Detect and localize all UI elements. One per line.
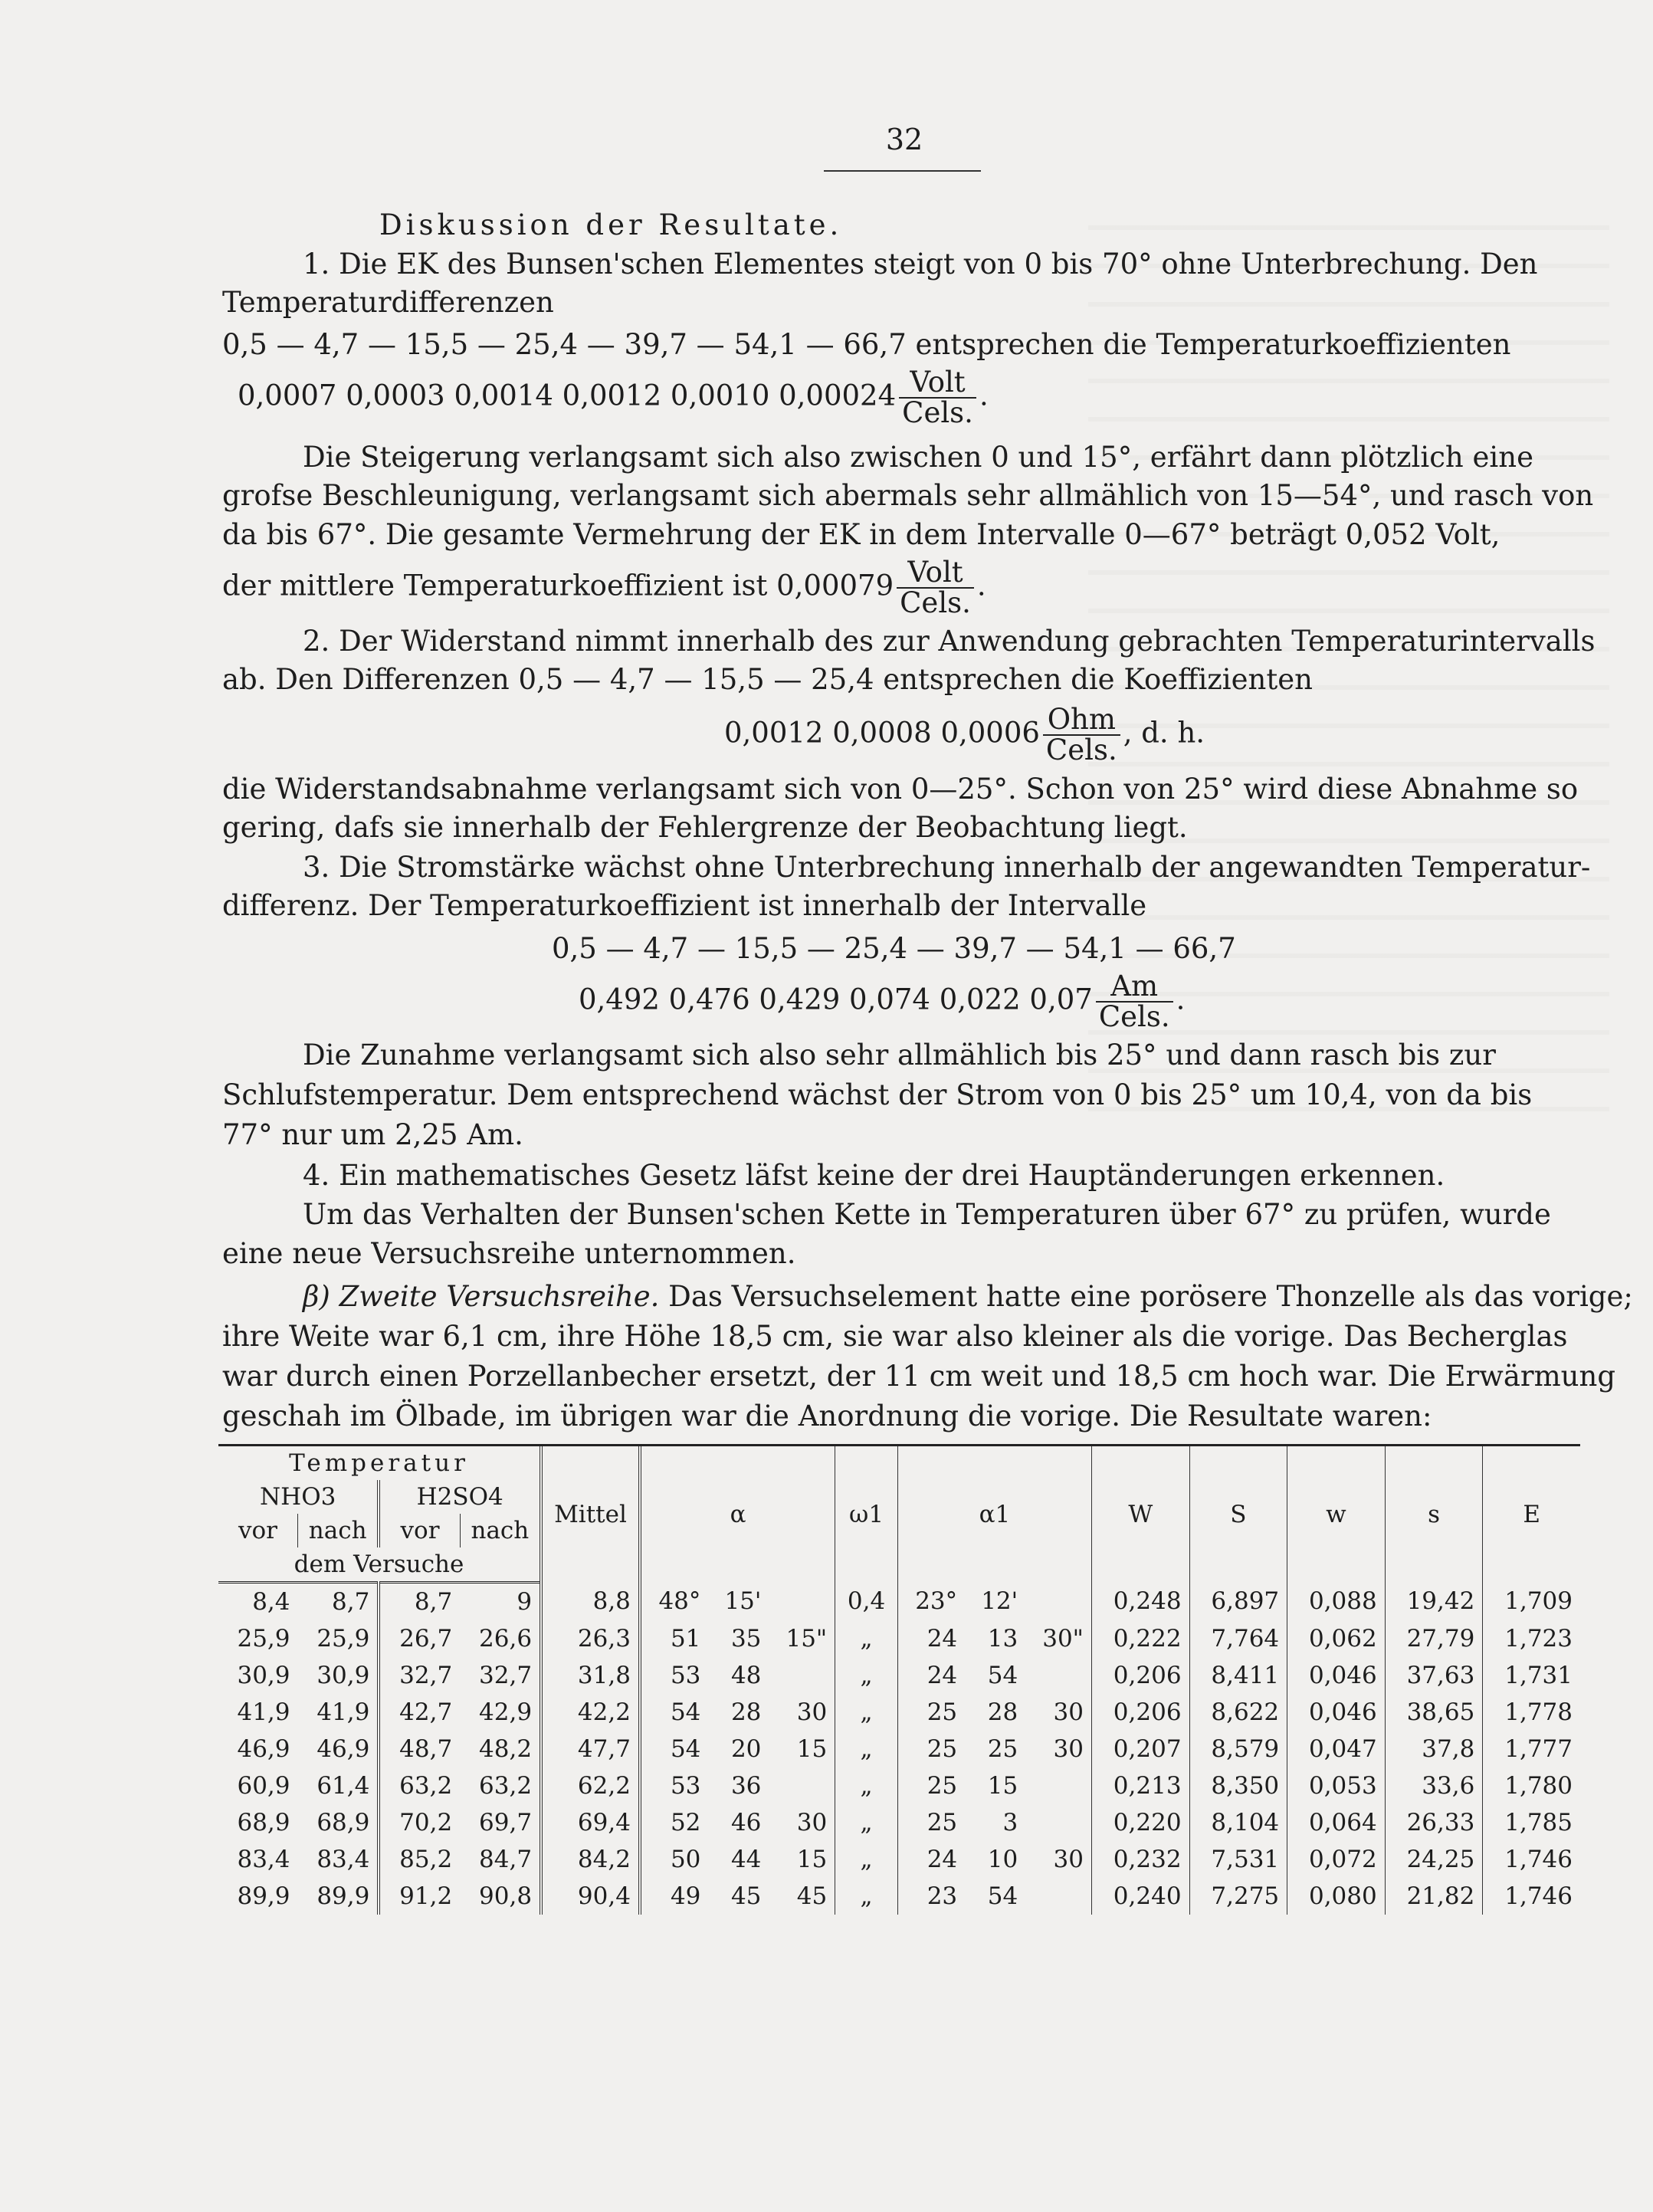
table-cell: 26,3 <box>541 1620 640 1657</box>
header-E: E <box>1483 1446 1580 1583</box>
table-cell: 61,4 <box>316 1772 370 1800</box>
table-cell: 6,897 <box>1189 1583 1287 1621</box>
para1-line3: 0,5 — 4,7 — 15,5 — 25,4 — 39,7 — 54,1 — 66,7 entsprechen die Temperaturkoeffizienten <box>222 328 1511 361</box>
table-cell: 48 <box>730 1662 762 1689</box>
table-cell: 0,064 <box>1287 1804 1386 1841</box>
para6-line4: geschah im Ölbade, im übrigen war die Anordnung die vorige. Die Resultate waren: <box>222 1400 1432 1433</box>
table-cell: 0,248 <box>1091 1583 1189 1621</box>
table-cell: 20 <box>730 1735 762 1763</box>
header-mittel: Mittel <box>541 1446 640 1583</box>
table-cell: 1,731 <box>1483 1657 1580 1694</box>
table-cell: 0,213 <box>1091 1767 1189 1804</box>
table-cell: 28 <box>987 1698 1018 1726</box>
table-cell: 3 <box>1002 1809 1018 1836</box>
header-S: S <box>1189 1446 1287 1583</box>
table-cell: 23 <box>897 1878 965 1915</box>
table-cell: 1,723 <box>1483 1620 1580 1657</box>
table-cell <box>1025 1583 1091 1621</box>
table-cell: „ <box>835 1767 898 1804</box>
table-cell: 83,4 <box>316 1846 370 1873</box>
table-cell: 15 <box>987 1772 1018 1800</box>
table-row <box>218 1804 1580 1841</box>
para3-line5: gering, dafs sie innerhalb der Fehlergrenze der Beobachtung liegt. <box>222 811 1188 844</box>
table-cell: 9 <box>517 1588 533 1616</box>
unit-fraction: $\frac{\text{Ohm}}{\text{Cels.}}$ <box>1043 705 1120 765</box>
table-cell: 48,2 <box>479 1735 533 1763</box>
table-cell: 51 <box>640 1620 708 1657</box>
table-cell: 42,2 <box>541 1694 640 1731</box>
table-cell: 0,047 <box>1287 1731 1386 1767</box>
para1-line2: Temperaturdifferenzen <box>222 286 554 319</box>
para4-line7: 77° nur um 2,25 Am. <box>222 1118 523 1151</box>
table-cell: „ <box>835 1694 898 1731</box>
table-cell: 30 <box>1053 1846 1084 1873</box>
table-cell: 15 <box>796 1735 828 1763</box>
table-cell: 0,240 <box>1091 1878 1189 1915</box>
table-cell: 15' <box>724 1587 762 1616</box>
table-cell: 60,9 <box>237 1772 290 1800</box>
table-cell: 54 <box>987 1662 1018 1689</box>
para3-line2: ab. Den Differenzen 0,5 — 4,7 — 15,5 — 25,4 entsprechen die Koeffizienten <box>222 663 1313 696</box>
table-cell: 45 <box>796 1882 828 1910</box>
table-cell: 8,104 <box>1189 1804 1287 1841</box>
table-cell: 32,7 <box>479 1662 533 1689</box>
table-cell: 90,4 <box>541 1878 640 1915</box>
table-cell: 12' <box>981 1587 1018 1616</box>
table-cell: 31,8 <box>541 1657 640 1694</box>
table-cell: 8,8 <box>541 1583 640 1621</box>
table-cell: 83,4 <box>237 1846 290 1873</box>
header-alpha1: α1 <box>897 1446 1091 1583</box>
para6-line2: ihre Weite war 6,1 cm, ihre Höhe 18,5 cm, sie war also kleiner als die vorige. Das Becherglas <box>222 1320 1568 1353</box>
table-row <box>218 1620 1580 1657</box>
para3-line1: 2. Der Widerstand nimmt innerhalb des zur Anwendung gebrachten Temperaturintervalls <box>303 625 1596 658</box>
table-row <box>218 1767 1580 1804</box>
table-cell: 0,206 <box>1091 1694 1189 1731</box>
table-row <box>218 1583 1580 1621</box>
table-cell: 24 <box>897 1620 965 1657</box>
table-cell: 30,9 <box>316 1662 370 1689</box>
header-W: W <box>1091 1446 1189 1583</box>
table-cell: „ <box>835 1731 898 1767</box>
table-cell: 1,778 <box>1483 1694 1580 1731</box>
table-cell: „ <box>835 1657 898 1694</box>
table-cell <box>769 1583 835 1621</box>
table-cell: 1,780 <box>1483 1767 1580 1804</box>
para5-line2: Um das Verhalten der Bunsen'schen Kette in Temperaturen über 67° zu prüfen, wurde <box>303 1198 1551 1231</box>
unit-fraction: $\frac{\text{Volt}}{\text{Cels.}}$ <box>899 368 976 428</box>
table-cell: 30,9 <box>237 1662 290 1689</box>
table-cell: 10 <box>987 1846 1018 1873</box>
table-cell: „ <box>835 1878 898 1915</box>
table-cell: 54 <box>987 1882 1018 1910</box>
table-cell: 42,7 <box>379 1694 460 1731</box>
para1-line4: 0,0007 0,0003 0,0014 0,0012 0,0010 0,00024 $\frac{\text{Volt}}{\text{Cels.}}$ . <box>238 366 989 429</box>
table-cell: 1,785 <box>1483 1804 1580 1841</box>
table-cell: 52 <box>640 1804 708 1841</box>
table-cell: 68,9 <box>316 1809 370 1836</box>
table-cell: 49 <box>640 1878 708 1915</box>
table-cell: 1,777 <box>1483 1731 1580 1767</box>
header-temperatur: Temperatur <box>289 1449 469 1477</box>
table-cell: 28 <box>730 1698 762 1726</box>
table-cell: 30 <box>796 1698 828 1726</box>
table-cell: 8,350 <box>1189 1767 1287 1804</box>
table-cell: 33,6 <box>1385 1767 1483 1804</box>
table-cell: 47,7 <box>541 1731 640 1767</box>
series-label: β) Zweite Versuchsreihe. <box>303 1280 660 1313</box>
para4-line5: Die Zunahme verlangsamt sich also sehr allmählich bis 25° und dann rasch bis zur <box>303 1039 1496 1072</box>
unit-fraction: $\frac{Am}{\text{Cels.}}$ <box>1096 972 1173 1032</box>
para2-line3: da bis 67°. Die gesamte Vermehrung der EK in dem Intervalle 0—67° beträgt 0,052 Volt, <box>222 518 1500 551</box>
para2-line4: der mittlere Temperaturkoeffizient ist 0,00079 $\frac{\text{Volt}}{\text{Cels.}}$ . <box>222 556 986 619</box>
para1-line1: 1. Die EK des Bunsen'schen Elementes steigt von 0 bis 70° ohne Unterbrechung. Den <box>303 248 1538 281</box>
page-number: 32 <box>885 123 923 156</box>
table-cell: 24 <box>897 1657 965 1694</box>
table-cell: 24,25 <box>1385 1841 1483 1878</box>
table-cell: 54 <box>640 1731 708 1767</box>
table-row <box>218 1878 1580 1915</box>
para4-line2: differenz. Der Temperaturkoeffizient ist innerhalb der Intervalle <box>222 889 1147 922</box>
table-cell: 25 <box>897 1804 965 1841</box>
table-cell: 0,207 <box>1091 1731 1189 1767</box>
header-nho3: NHO3 <box>260 1483 336 1511</box>
para6-line3: war durch einen Porzellanbecher ersetzt, der 11 cm weit und 18,5 cm hoch war. Die Erwärmung <box>222 1360 1616 1393</box>
header-h2so4-nach: nach <box>460 1514 541 1547</box>
table-cell <box>1025 1878 1091 1915</box>
table-cell <box>769 1657 835 1694</box>
table-cell: 89,9 <box>316 1882 370 1910</box>
table-cell: 69,4 <box>541 1804 640 1841</box>
header-nho3-vor: vor <box>238 1517 277 1544</box>
table-cell: 8,622 <box>1189 1694 1287 1731</box>
section-heading: Diskussion der Resultate. <box>379 208 843 241</box>
table-cell: 0,4 <box>835 1583 898 1621</box>
table-cell: 0,046 <box>1287 1657 1386 1694</box>
table-cell: 36 <box>730 1772 762 1800</box>
table-cell: 46,9 <box>316 1735 370 1763</box>
para3-line3: 0,0012 0,0008 0,0006 $\frac{\text{Ohm}}{\text{Cels.}}$ , d. h. <box>724 703 1205 766</box>
table-row <box>218 1657 1580 1694</box>
table-cell: 26,7 <box>379 1620 460 1657</box>
para3-line4: die Widerstandsabnahme verlangsamt sich von 0—25°. Schon von 25° wird diese Abnahme so <box>222 773 1579 806</box>
table-cell: 48° <box>640 1583 708 1621</box>
para4-line3: 0,5 — 4,7 — 15,5 — 25,4 — 39,7 — 54,1 — 66,7 <box>552 932 1236 965</box>
table-cell: 68,9 <box>237 1809 290 1836</box>
table-cell: 0,046 <box>1287 1694 1386 1731</box>
table-cell: 25 <box>897 1731 965 1767</box>
table-cell: 0,080 <box>1287 1878 1386 1915</box>
table-cell: 46,9 <box>237 1735 290 1763</box>
unit-fraction: $\frac{\text{Volt}}{\text{Cels.}}$ <box>897 558 974 618</box>
table-cell: 26,6 <box>479 1625 533 1652</box>
table-cell: 42,9 <box>479 1698 533 1726</box>
para4-line1: 3. Die Stromstärke wächst ohne Unterbrechung innerhalb der angewandten Temperatur- <box>303 851 1591 884</box>
results-table <box>218 1444 1580 1915</box>
header-h2so4: H2SO4 <box>379 1480 541 1514</box>
table-cell: 1,746 <box>1483 1841 1580 1878</box>
table-cell: 44 <box>730 1846 762 1873</box>
table-cell: 1,746 <box>1483 1878 1580 1915</box>
table-cell: 90,8 <box>479 1882 533 1910</box>
table-cell: 85,2 <box>379 1841 460 1878</box>
table-cell: 48,7 <box>379 1731 460 1767</box>
table-cell: 0,222 <box>1091 1620 1189 1657</box>
table-cell: 0,232 <box>1091 1841 1189 1878</box>
table-cell: 8,579 <box>1189 1731 1287 1767</box>
table-body <box>218 1583 1580 1915</box>
table-cell <box>1025 1804 1091 1841</box>
table-cell: 8,7 <box>379 1583 460 1621</box>
table-cell: 30 <box>1053 1698 1084 1726</box>
table-cell: 62,2 <box>541 1767 640 1804</box>
table-cell: 13 <box>987 1625 1018 1652</box>
table-cell: 7,764 <box>1189 1620 1287 1657</box>
table-cell: 27,79 <box>1385 1620 1483 1657</box>
table-cell: 63,2 <box>479 1772 533 1800</box>
table-cell: 63,2 <box>379 1767 460 1804</box>
table-cell: 21,82 <box>1385 1878 1483 1915</box>
table-cell: 69,7 <box>479 1809 533 1836</box>
table-cell: 41,9 <box>237 1698 290 1726</box>
table-cell: 0,072 <box>1287 1841 1386 1878</box>
table-cell: 0,088 <box>1287 1583 1386 1621</box>
table-cell: 30" <box>1042 1625 1084 1652</box>
table-cell <box>769 1767 835 1804</box>
table-cell <box>1025 1767 1091 1804</box>
para2-line1: Die Steigerung verlangsamt sich also zwischen 0 und 15°, erfährt dann plötzlich eine <box>303 441 1533 474</box>
table-cell: 25 <box>897 1694 965 1731</box>
table-cell: 84,7 <box>479 1846 533 1873</box>
table-cell: 30 <box>796 1809 828 1836</box>
para6-line1: β) Zweite Versuchsreihe. Das Versuchselement hatte eine porösere Thonzelle als das vorige; <box>303 1280 1633 1313</box>
table-cell: 91,2 <box>379 1878 460 1915</box>
table-cell: 41,9 <box>316 1698 370 1726</box>
table-cell: 7,531 <box>1189 1841 1287 1878</box>
table-cell: 26,33 <box>1385 1804 1483 1841</box>
table-cell: 32,7 <box>379 1657 460 1694</box>
para1-coefficients: 0,0007 0,0003 0,0014 0,0012 0,0010 0,00024 <box>238 379 897 412</box>
table-cell: 25,9 <box>237 1625 290 1652</box>
table-cell: 89,9 <box>237 1882 290 1910</box>
table-cell: „ <box>835 1804 898 1841</box>
para5-line1: 4. Ein mathematisches Gesetz läfst keine der drei Hauptänderungen erkennen. <box>303 1159 1445 1192</box>
table-cell: 50 <box>640 1841 708 1878</box>
table-cell: 45 <box>730 1882 762 1910</box>
table-cell: 24 <box>897 1841 965 1878</box>
table-cell: 25 <box>987 1735 1018 1763</box>
table-cell: 7,275 <box>1189 1878 1287 1915</box>
table-cell: 0,053 <box>1287 1767 1386 1804</box>
table-cell: 8,7 <box>332 1588 370 1616</box>
para2-line2: grofse Beschleunigung, verlangsamt sich abermals sehr allmählich von 15—54°, und rasch von <box>222 479 1594 512</box>
table-cell: „ <box>835 1841 898 1878</box>
para5-line3: eine neue Versuchsreihe unternommen. <box>222 1237 796 1270</box>
table-cell: „ <box>835 1620 898 1657</box>
table-cell: 54 <box>640 1694 708 1731</box>
table-cell: 35 <box>730 1625 762 1652</box>
table-row <box>218 1841 1580 1878</box>
table-cell: 30 <box>1053 1735 1084 1763</box>
table-cell: 19,42 <box>1385 1583 1483 1621</box>
para4-line6: Schlufstemperatur. Dem entsprechend wächst der Strom von 0 bis 25° um 10,4, von da bis <box>222 1078 1533 1111</box>
table-row <box>218 1731 1580 1767</box>
table-cell: 46 <box>730 1809 762 1836</box>
header-alpha: α <box>640 1446 835 1583</box>
table-cell: 25,9 <box>316 1625 370 1652</box>
para4-line4: 0,492 0,476 0,429 0,074 0,022 0,07 $\frac{Am}{\text{Cels.}}$ . <box>579 970 1186 1033</box>
header-nho3-nach: nach <box>298 1514 379 1547</box>
header-h2so4-vor: vor <box>379 1514 460 1547</box>
table-cell: 25 <box>897 1767 965 1804</box>
table-cell: 0,220 <box>1091 1804 1189 1841</box>
table-cell: 38,65 <box>1385 1694 1483 1731</box>
table-cell: 8,4 <box>252 1588 290 1616</box>
header-w: w <box>1287 1446 1386 1583</box>
table-cell <box>1025 1657 1091 1694</box>
header-omega1: ω1 <box>835 1446 898 1583</box>
table-cell: 37,8 <box>1385 1731 1483 1767</box>
table-cell: 8,411 <box>1189 1657 1287 1694</box>
page-number-rule <box>824 170 981 172</box>
table-cell: 0,062 <box>1287 1620 1386 1657</box>
table-cell: 15" <box>786 1625 828 1652</box>
table-cell: 23° <box>897 1583 965 1621</box>
table-row <box>218 1694 1580 1731</box>
table-cell: 70,2 <box>379 1804 460 1841</box>
table-cell: 53 <box>640 1657 708 1694</box>
table-cell: 0,206 <box>1091 1657 1189 1694</box>
table-cell: 15 <box>796 1846 828 1873</box>
table-cell: 37,63 <box>1385 1657 1483 1694</box>
header-dem-versuche: dem Versuche <box>218 1547 541 1583</box>
table-cell: 1,709 <box>1483 1583 1580 1621</box>
header-s: s <box>1385 1446 1483 1583</box>
table-cell: 53 <box>640 1767 708 1804</box>
table-cell: 84,2 <box>541 1841 640 1878</box>
